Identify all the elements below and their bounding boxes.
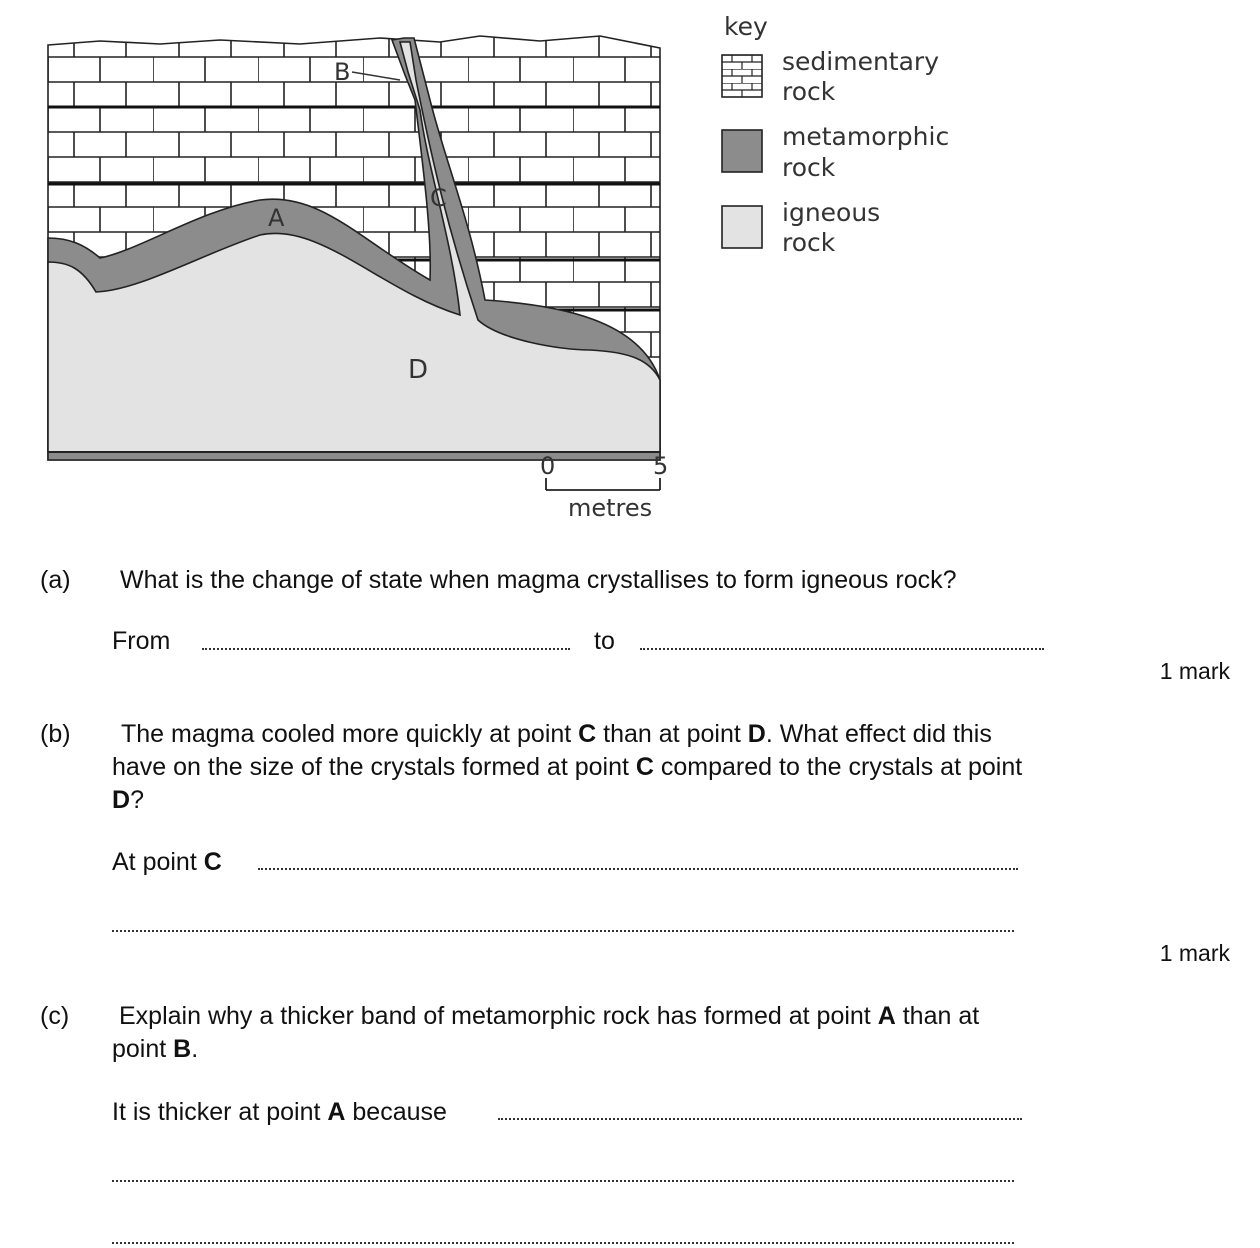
question-c-label: (c) (40, 1002, 70, 1030)
to-label: to (594, 627, 615, 655)
question-b-answer-line-2[interactable] (112, 930, 1014, 932)
key-sedimentary-line2: rock (782, 77, 836, 106)
key-igneous-swatch (722, 206, 762, 248)
scale-end: 5 (653, 452, 669, 480)
rock-diagram (0, 0, 1260, 540)
scale-bar (546, 478, 660, 490)
question-b-line2: have on the size of the crystals formed at point C compared to the crystals at point (112, 753, 1023, 781)
question-c-line1: Explain why a thicker band of metamorphic rock has formed at point A than at (119, 1002, 980, 1030)
key-igneous-line2: rock (782, 228, 836, 257)
question-c-answer-line-3[interactable] (112, 1242, 1014, 1244)
question-b-answer-line-1[interactable] (258, 868, 1018, 870)
key-title: key (724, 12, 768, 41)
question-a-text: What is the change of state when magma crystallises to form igneous rock? (120, 566, 957, 594)
question-b-label: (b) (40, 720, 71, 748)
question-b-line1: The magma cooled more quickly at point C than at point D. What effect did this (121, 720, 992, 748)
question-b-mark: 1 mark (1159, 940, 1230, 966)
question-b-answer-prompt: At point C (112, 848, 222, 876)
point-d-label: D (408, 355, 429, 385)
point-a-label: A (268, 204, 285, 232)
from-answer-line[interactable] (202, 648, 570, 650)
scale-start: 0 (540, 452, 556, 480)
to-answer-line[interactable] (640, 648, 1044, 650)
key-sedimentary-line1: sedimentary (782, 47, 939, 76)
key-metamorphic-line1: metamorphic (782, 122, 950, 151)
question-a-label: (a) (40, 566, 71, 594)
key-sedimentary-swatch (722, 55, 762, 97)
question-c-line2: point B. (112, 1035, 199, 1063)
question-c-answer-line-1[interactable] (498, 1118, 1022, 1120)
key-metamorphic-swatch (722, 130, 762, 172)
question-b-line3: D? (112, 786, 144, 814)
scale-unit: metres (568, 494, 653, 522)
question-c-answer-prompt: It is thicker at point A because (112, 1098, 447, 1126)
point-c-label: C (430, 184, 447, 212)
point-b-label: B (334, 58, 351, 86)
key-metamorphic-line2: rock (782, 153, 836, 182)
question-c-answer-line-2[interactable] (112, 1180, 1014, 1182)
from-label: From (112, 627, 171, 655)
key-igneous-line1: igneous (782, 198, 881, 227)
question-a-mark: 1 mark (1159, 658, 1230, 684)
